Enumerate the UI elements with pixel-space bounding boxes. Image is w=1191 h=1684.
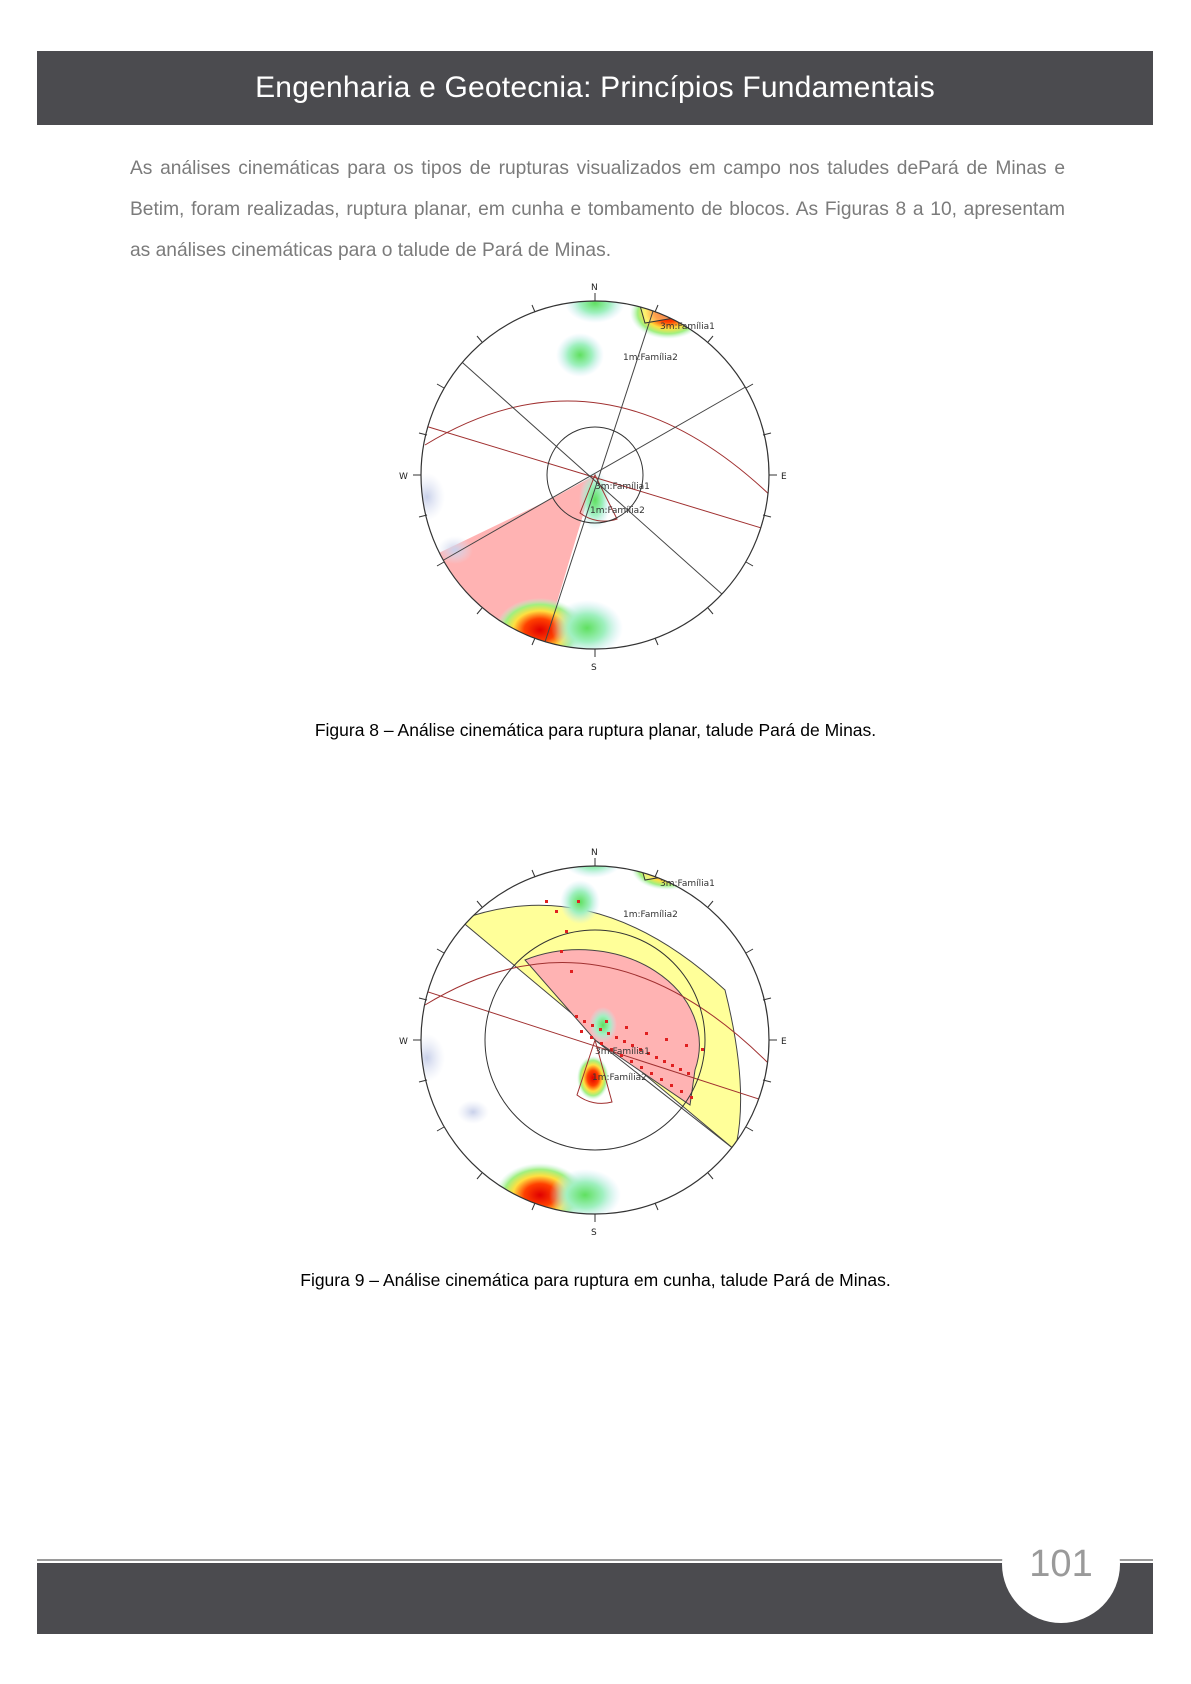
compass-w: W <box>399 472 408 482</box>
center-label-familia2: 1m:Família2 <box>592 1073 647 1083</box>
pole-label-familia1: 3m:Família1 <box>660 879 715 889</box>
stereonet-wedge <box>399 840 787 1240</box>
compass-n: N <box>591 848 598 858</box>
figure-9 <box>0 840 1191 1300</box>
stereonet-planar <box>399 275 787 675</box>
contour-layer <box>409 283 775 662</box>
density-west <box>409 473 445 521</box>
compass-s: S <box>591 1228 597 1238</box>
body-paragraph: As análises cinemáticas para os tipos de rupturas visualizados em campo nos taludes dePará de Minas e Betim, foram realizadas, ruptura planar, em cunha e tombamento de blocos. As Figuras 8 a 10, apresentam as análises cinemáticas para o talude de Pará de Minas. <box>130 158 1065 261</box>
page-header <box>37 51 1153 125</box>
center-label-familia2: 1m:Família2 <box>590 506 645 516</box>
center-label-familia1: 3m:Família1 <box>595 1047 650 1057</box>
compass-w: W <box>399 1037 408 1047</box>
center-label-familia1: 3m:Família1 <box>595 482 650 492</box>
page-footer <box>37 1563 1153 1634</box>
contour-layer <box>409 842 775 1227</box>
compass-e: E <box>781 472 787 482</box>
compass-s: S <box>591 663 597 673</box>
footer-divider <box>37 1559 1153 1561</box>
compass-e: E <box>781 1037 787 1047</box>
pole-window <box>637 846 680 880</box>
density-pole-nw <box>556 333 604 377</box>
page-number-badge <box>1002 1505 1120 1623</box>
lateral-limit-2 <box>435 385 749 565</box>
book-title: Engenharia e Geotecnia: Princípios Fundamentais <box>255 71 935 104</box>
pole-label-familia1: 3m:Família1 <box>660 322 715 332</box>
density-west <box>409 1034 445 1082</box>
figure-9-caption: Figura 9 – Análise cinemática para ruptura em cunha, talude Pará de Minas. <box>300 1270 891 1290</box>
page-number: 101 <box>1029 1542 1093 1585</box>
density-west-low <box>457 1100 489 1124</box>
figure-8 <box>0 275 1191 740</box>
figure-8-caption: Figura 8 – Análise cinemática para ruptura planar, talude Pará de Minas. <box>314 720 877 740</box>
plane-label-familia2: 1m:Família2 <box>623 910 678 920</box>
pole-window <box>637 289 680 323</box>
compass-n: N <box>591 283 598 293</box>
plane-label-familia2: 1m:Família2 <box>623 353 678 363</box>
